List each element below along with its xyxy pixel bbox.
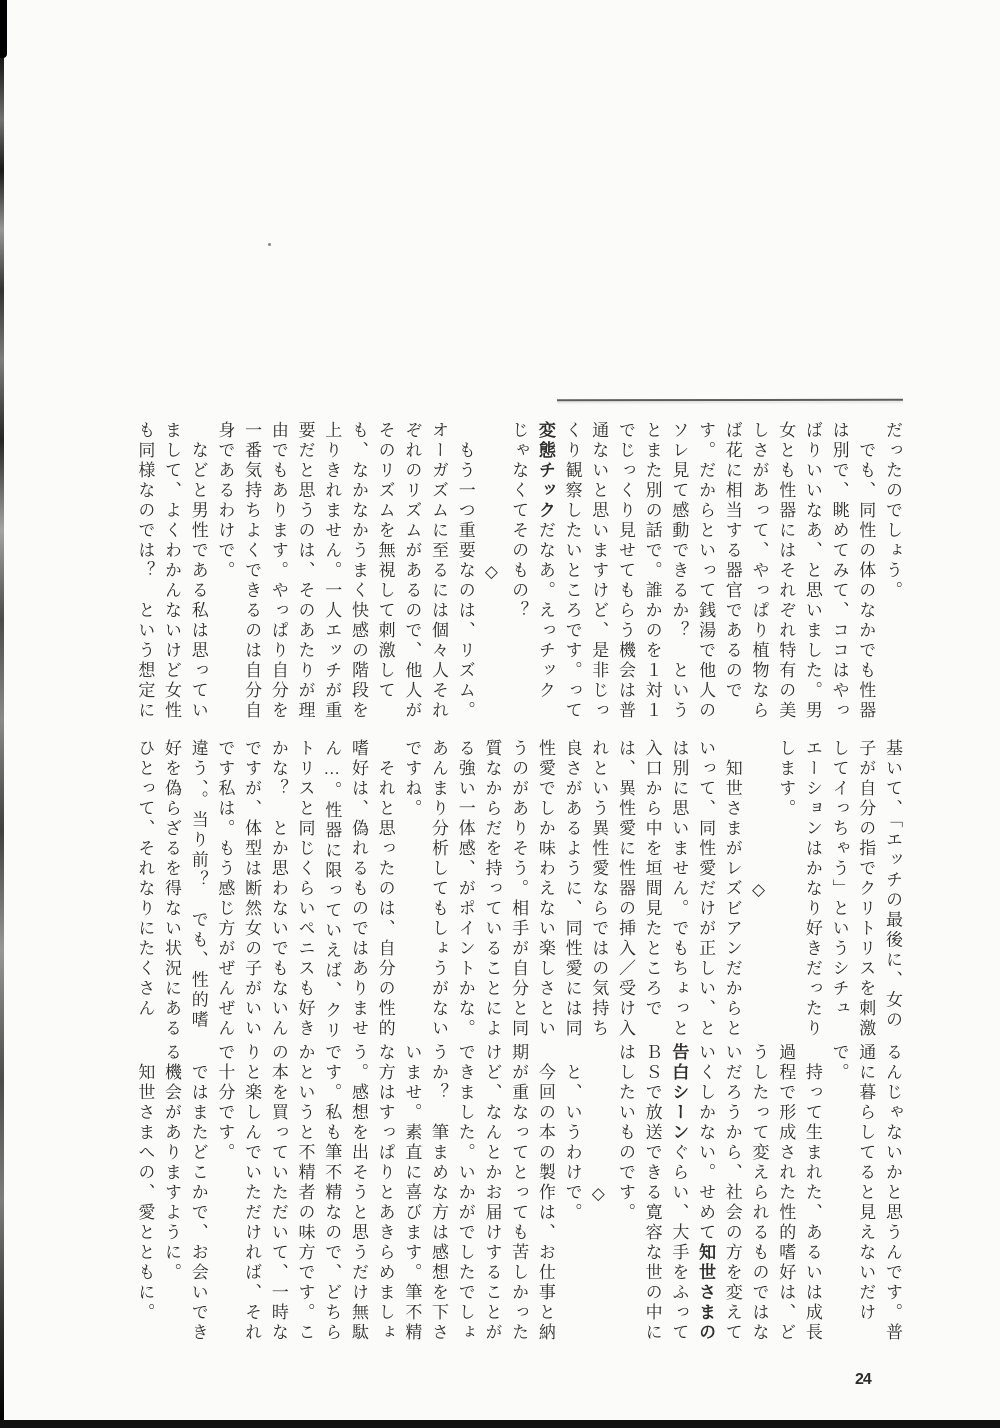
text-run: 入口から中を垣間見たところで (642, 739, 662, 1019)
text-run: 要だと思うのは、そのあたりが理 (295, 421, 315, 721)
text-run: うのがありそう。相手が自分と同 (509, 739, 529, 1039)
text-column (344, 1043, 371, 1347)
text-column (451, 421, 478, 725)
text-column (371, 421, 398, 725)
text-column (157, 421, 184, 725)
text-column (504, 421, 531, 725)
text-column (558, 421, 585, 725)
text-run: ん…。性器に限っていえば、クリ (322, 739, 342, 1041)
text-column (611, 1043, 638, 1347)
bold-text-run: 知世さまの (696, 1243, 716, 1343)
text-run: もう一つ重要なのは、リズム。 (455, 421, 475, 721)
text-run: ◇ (589, 1183, 609, 1207)
scan-artifact-top-left (0, 0, 7, 58)
text-run: です私は。もう感じ方がぜんぜん (215, 739, 235, 1039)
text-column (798, 739, 825, 1043)
text-column (131, 421, 158, 725)
text-column (718, 1043, 745, 1347)
text-column (771, 421, 798, 725)
text-column (638, 739, 665, 1043)
text-run: ですが、体型は断然女の子がいい (242, 739, 262, 1039)
text-column (798, 421, 825, 725)
text-column (611, 739, 638, 1043)
text-column (852, 421, 879, 725)
text-column (878, 1043, 905, 1347)
text-column (825, 1043, 852, 1347)
text-column (852, 739, 879, 1043)
text-run: 身であるわけで。 (215, 421, 235, 581)
text-column (291, 1043, 318, 1347)
text-run: うしたって変えられるものではな (749, 1043, 769, 1343)
text-column (211, 421, 238, 725)
text-run: ぞれのリズムがあるので、他人が (402, 421, 422, 721)
text-column (825, 421, 852, 725)
text-run: ソレ見て感動できるか？ という (669, 421, 689, 721)
text-run: る強い一体感、がポイントかな。 (455, 739, 475, 1039)
text-run: で。 (829, 1043, 849, 1083)
text-run: けど、なんとかお届けすることが (482, 1043, 502, 1343)
bold-text-run: 変態チック (535, 421, 555, 521)
text-column (771, 1043, 798, 1347)
text-run: ＢＳで放送できる寛容な世の中に (642, 1043, 662, 1343)
text-column (691, 1043, 718, 1347)
text-run: してイっちゃう」というシチュ (829, 739, 849, 1019)
divider-line (557, 399, 903, 402)
text-run: 上りきれません。一人エッチが重 (322, 421, 342, 721)
text-column (718, 421, 745, 725)
text-run: 好を偽らざるを得ない状況にある (162, 739, 182, 1039)
text-column (291, 421, 318, 725)
text-column (451, 1043, 478, 1347)
text-column (825, 739, 852, 1043)
text-run: るんじゃないかと思うんです。普 (883, 1043, 902, 1343)
text-column (878, 421, 905, 725)
text-run: トリスと同じくらいペニスも好き (295, 739, 315, 1039)
text-column (531, 1043, 558, 1347)
text-run: します。 (776, 739, 796, 819)
text-column (318, 1043, 345, 1347)
text-column (585, 739, 612, 1043)
text-column (798, 1043, 825, 1347)
text-column (691, 739, 718, 1043)
text-column (398, 421, 425, 725)
text-column (745, 739, 772, 1043)
bottom-scan-bar (0, 1420, 1000, 1428)
text-run: 違う、。当り前？ でも、性的嗜 (188, 739, 208, 1031)
text-column (424, 421, 451, 725)
text-column (184, 421, 211, 725)
text-run: 子が自分の指でクリトリスを刺激 (856, 739, 876, 1039)
text-column (264, 739, 291, 1043)
text-column (131, 739, 158, 1043)
text-run: は別に思いません。でもちょっと (669, 739, 689, 1039)
text-run: 由でもあります。やっぱり自分を (268, 421, 288, 721)
text-column (344, 421, 371, 725)
text-column (424, 1043, 451, 1347)
text-run: いませ。素直に喜びます。筆不精 (402, 1043, 422, 1343)
text-column (318, 739, 345, 1043)
text-run: 通に暮らしてると見えないだけ (856, 1043, 876, 1323)
text-column (184, 739, 211, 1043)
text-column (585, 421, 612, 725)
text-run: でも、同性の体のなかでも性器 (856, 421, 876, 721)
text-column (291, 739, 318, 1043)
text-column (371, 739, 398, 1043)
text-column (504, 1043, 531, 1347)
text-column (558, 739, 585, 1043)
text-run: ではまたどこかで、お会いでき (188, 1043, 208, 1343)
text-column (184, 1043, 211, 1347)
text-column (451, 739, 478, 1043)
text-column (264, 421, 291, 725)
text-run: などと男性である私は思ってい (188, 421, 208, 721)
text-column (745, 421, 772, 725)
text-run: な方はすっぱりとあきらめましょ (375, 1043, 395, 1343)
text-run: で十分です。 (215, 1043, 235, 1163)
text-run: かな？ とか思わないでもないん (268, 739, 288, 1039)
text-run: それと思ったのは、自分の性的 (375, 739, 395, 1039)
text-column (504, 739, 531, 1043)
text-run: です。私も筆不精なので、どちら (322, 1043, 342, 1343)
text-run: 基いて、「エッチの最後に、女の (883, 739, 902, 1031)
text-column (745, 1043, 772, 1347)
text-run: う。感想を出そうと思うだけ無駄 (348, 1043, 368, 1343)
text-run: 性愛でしか味わえない楽しさとい (535, 739, 555, 1039)
text-run: ですね。 (402, 739, 422, 819)
text-run: あんまり分析してもしょうがない (429, 739, 449, 1039)
text-run: りと楽しんでいただければ、それ (242, 1043, 262, 1343)
text-run: 持って生まれた、あるいは成長 (802, 1043, 822, 1343)
scan-artifact-speck (268, 243, 271, 246)
text-run: オーガズムに至るには個々人それ (429, 421, 449, 721)
text-run: かというと不精者の味方です。こ (295, 1043, 315, 1343)
text-column (531, 421, 558, 725)
text-column (318, 421, 345, 725)
text-column (131, 1043, 158, 1347)
text-run: の本を買っていただいて、一時な (268, 1043, 288, 1343)
text-run: ◇ (482, 561, 502, 585)
text-run: とまた別の話で。誰かのを１対１ (642, 421, 662, 721)
text-column (211, 739, 238, 1043)
text-run: は、異性愛に性器の挿入／受け入 (615, 739, 635, 1039)
text-run: と、いうわけで。 (562, 1043, 582, 1223)
text-column (531, 739, 558, 1043)
text-column (638, 1043, 665, 1347)
text-run: は別で、眺めてみて、ココはやっ (829, 421, 849, 721)
text-run: しさがあって、やっぱり植物なら (749, 421, 769, 721)
text-run: れという異性愛ならではの気持ち (589, 739, 609, 1039)
text-run: はしたいものです。 (615, 1043, 635, 1223)
text-column (665, 421, 692, 725)
text-run: も同様なのでは？ という想定に (135, 421, 155, 721)
text-column (264, 1043, 291, 1347)
text-run: いって、同性愛だけが正しい、と (696, 739, 716, 1039)
text-run: まして、よくわかんないけど女性 (162, 421, 182, 721)
text-run: す。だからといって銭湯で他人の (696, 421, 716, 721)
text-run: できました。いかがでしたでしょ (455, 1043, 475, 1343)
text-section-2 (130, 739, 905, 1043)
text-column (157, 1043, 184, 1347)
text-column (638, 421, 665, 725)
text-column (424, 739, 451, 1043)
text-run: エーションはかなり好きだったり (802, 739, 822, 1039)
text-run: 知世さまがレズビアンだからと (722, 739, 742, 1039)
text-run: ぐらい、大手をふって (669, 1143, 689, 1343)
text-run: ば花に相当する器官であるので (722, 421, 742, 701)
text-run: 過程で形成された性的嗜好は、ど (776, 1043, 796, 1343)
text-run: だなあ。えっチック (535, 521, 555, 701)
text-column (478, 739, 505, 1043)
text-column (237, 421, 264, 725)
bold-text-run: 告白シーン (669, 1043, 689, 1143)
text-column (852, 1043, 879, 1347)
text-column (371, 1043, 398, 1347)
page-number: 24 (855, 1371, 871, 1388)
text-column (665, 1043, 692, 1347)
text-run: も、なかなかうまく快感の階段を (348, 421, 368, 721)
text-section-1 (130, 421, 905, 725)
text-run: いくしかない。せめて (696, 1043, 716, 1243)
text-run: 女とも性器にはそれぞれ特有の美 (776, 421, 796, 721)
text-column (691, 421, 718, 725)
text-run: 一番気持ちよくできるのは自分自 (242, 421, 262, 721)
text-column (878, 739, 905, 1043)
text-column (344, 739, 371, 1043)
text-column (585, 1043, 612, 1347)
text-column (157, 739, 184, 1043)
text-column (771, 739, 798, 1043)
text-column (611, 421, 638, 725)
text-run: でじっくり見せてもらう機会は普 (615, 421, 635, 721)
text-column (398, 739, 425, 1043)
text-section-3 (130, 1043, 905, 1347)
text-column (718, 739, 745, 1043)
text-column (558, 1043, 585, 1347)
text-run: いだろうから、社会の方を変えて (722, 1043, 742, 1343)
text-column (398, 1043, 425, 1347)
text-run: 通ないと思いますけど、是非じっ (589, 421, 609, 721)
text-run: そのリズムを無視して刺激して (375, 421, 395, 701)
text-column (211, 1043, 238, 1347)
text-run: ばりいいなあ、と思いました。男 (802, 421, 822, 721)
text-run: だったのでしょう。 (883, 421, 902, 601)
text-column (665, 739, 692, 1043)
scan-artifact-left-edge (0, 0, 4, 1421)
text-run: 知世さまへの、愛とともに。 (135, 1043, 155, 1323)
text-column (237, 1043, 264, 1347)
text-run: 嗜好は、偽れるものではありませ (348, 739, 368, 1039)
text-run: 良さがあるように、同性愛には同 (562, 739, 582, 1039)
text-run: る機会がありますように。 (162, 1043, 182, 1283)
text-run: うか？ 筆まめな方は感想を下さ (429, 1043, 449, 1343)
text-run: 期が重なってとっても苦しかった (509, 1043, 529, 1343)
text-column (478, 1043, 505, 1347)
text-run: 今回の本の製作は、お仕事と納 (535, 1043, 555, 1343)
text-run: 質なからだを持っていることによ (482, 739, 502, 1039)
text-column (478, 421, 505, 725)
text-column (237, 739, 264, 1043)
text-run: じゃなくてそのもの？ (509, 421, 529, 621)
text-run: ひとって、それなりにたくさん (135, 739, 155, 1019)
text-run: ◇ (749, 879, 769, 903)
text-run: くり観察したいところです。って (562, 421, 582, 721)
